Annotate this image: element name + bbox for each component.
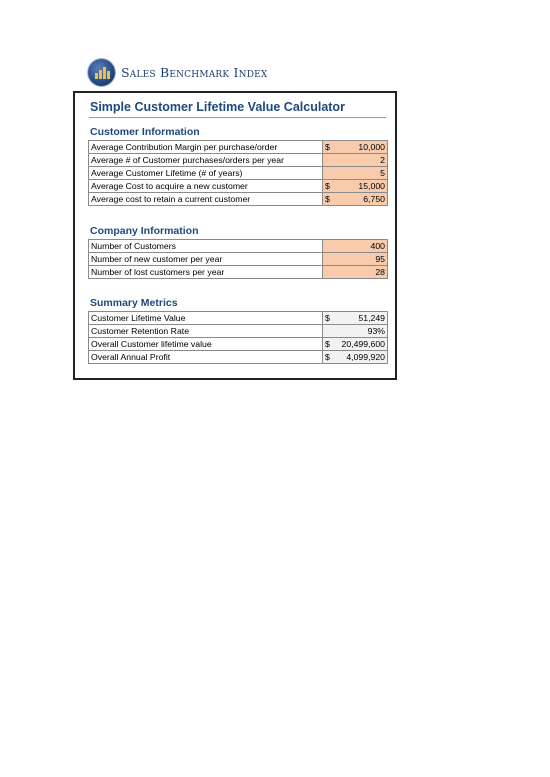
cell-value: 10,000 (358, 142, 385, 152)
table-row (89, 154, 388, 167)
section-title-summary: Summary Metrics (90, 297, 178, 309)
input-cell[interactable] (323, 141, 388, 154)
table-row (89, 180, 388, 193)
currency-symbol: $ (325, 142, 330, 152)
cell-value: 28 (375, 267, 385, 277)
table-row (89, 338, 388, 351)
page-title: Simple Customer Lifetime Value Calculator (90, 100, 345, 114)
calculator-panel (73, 91, 397, 380)
row-label: Number of Customers (89, 240, 323, 253)
row-label: Number of lost customers per year (89, 266, 323, 279)
table-row (89, 266, 388, 279)
table-row (89, 325, 388, 338)
cell-value: 93% (367, 326, 385, 336)
section-title-company: Company Information (90, 225, 199, 237)
row-label: Customer Lifetime Value (89, 312, 323, 325)
row-label: Average Customer Lifetime (# of years) (89, 167, 323, 180)
input-cell[interactable] (323, 167, 388, 180)
input-cell[interactable] (323, 240, 388, 253)
cell-value: 6,750 (363, 194, 385, 204)
table-row (89, 141, 388, 154)
summary-metrics-table (88, 311, 388, 364)
row-label: Average cost to retain a current customer (89, 193, 323, 206)
table-row (89, 351, 388, 364)
input-cell[interactable] (323, 266, 388, 279)
row-label: Overall Customer lifetime value (89, 338, 323, 351)
cell-value: 51,249 (358, 313, 385, 323)
cell-value: 2 (380, 155, 385, 165)
table-row (89, 240, 388, 253)
title-divider (89, 117, 386, 118)
brand-logo (88, 57, 268, 87)
output-cell (323, 351, 388, 364)
currency-symbol: $ (325, 339, 330, 349)
row-label: Average # of Customer purchases/orders per year (89, 154, 323, 167)
cell-value: 20,499,600 (341, 339, 385, 349)
output-cell (323, 338, 388, 351)
row-label: Customer Retention Rate (89, 325, 323, 338)
cell-value: 5 (380, 168, 385, 178)
row-label: Overall Annual Profit (89, 351, 323, 364)
input-cell[interactable] (323, 193, 388, 206)
currency-symbol: $ (325, 313, 330, 323)
brand-name: Sales Benchmark Index (121, 64, 268, 80)
row-label: Average Cost to acquire a new customer (89, 180, 323, 193)
table-row (89, 193, 388, 206)
table-row (89, 253, 388, 266)
input-cell[interactable] (323, 154, 388, 167)
currency-symbol: $ (325, 181, 330, 191)
row-label: Average Contribution Margin per purchase/order (89, 141, 323, 154)
section-title-customer: Customer Information (90, 126, 200, 138)
customer-info-table (88, 140, 388, 206)
cell-value: 400 (370, 241, 385, 251)
table-row (89, 167, 388, 180)
currency-symbol: $ (325, 194, 330, 204)
output-cell (323, 312, 388, 325)
output-cell (323, 325, 388, 338)
input-cell[interactable] (323, 253, 388, 266)
cell-value: 95 (375, 254, 385, 264)
bar-chart-globe-icon (88, 59, 115, 86)
cell-value: 15,000 (358, 181, 385, 191)
input-cell[interactable] (323, 180, 388, 193)
table-row (89, 312, 388, 325)
row-label: Number of new customer per year (89, 253, 323, 266)
company-info-table (88, 239, 388, 279)
cell-value: 4,099,920 (346, 352, 385, 362)
currency-symbol: $ (325, 352, 330, 362)
